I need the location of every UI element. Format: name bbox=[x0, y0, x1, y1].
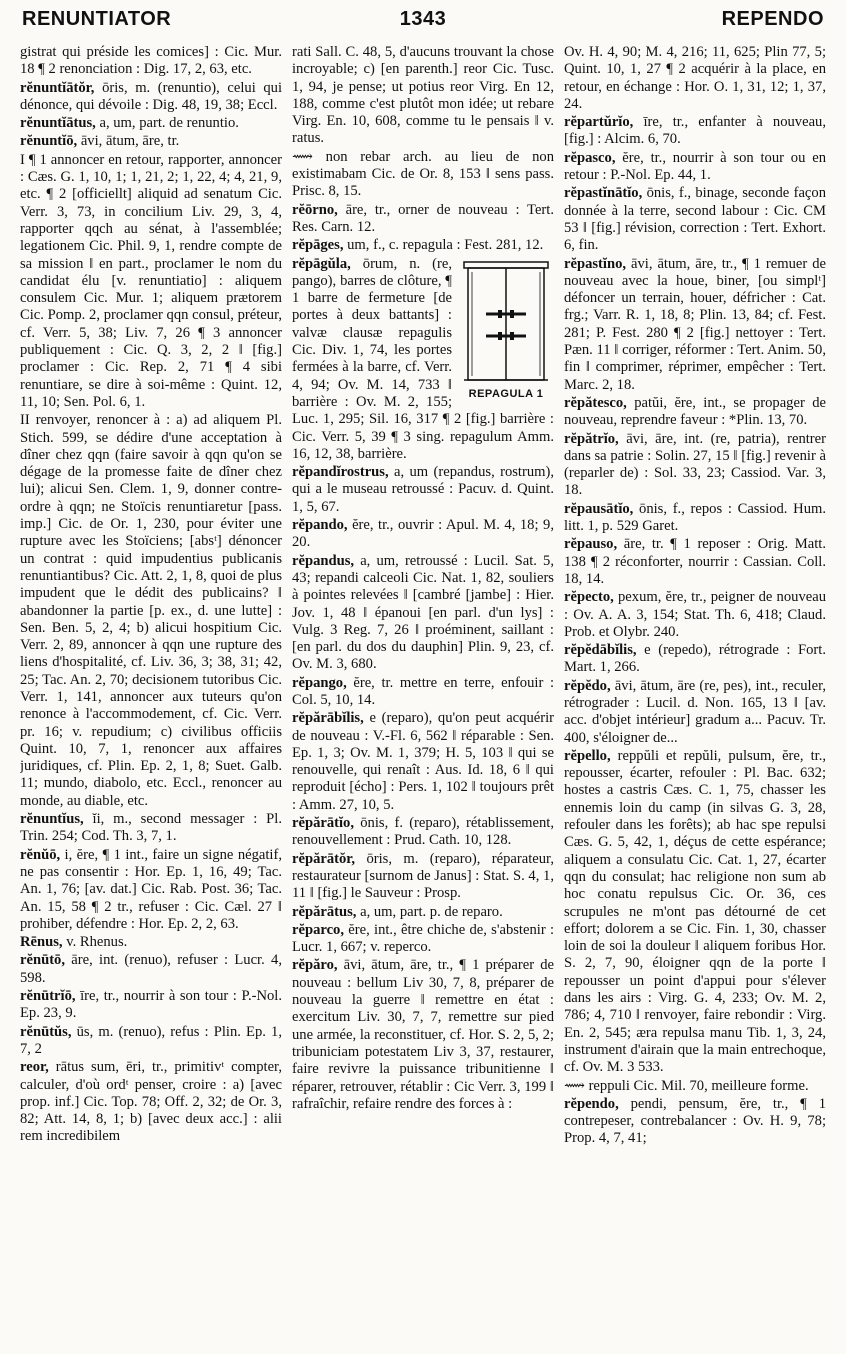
dictionary-entry bbox=[292, 464, 554, 516]
dictionary-entry bbox=[20, 412, 282, 810]
entry-text: ōnis, f., binage, seconde façon donnée à la terre, second labour : Cic. CM 53 ǁ [fig.] révision, correction : Tert. Exhort. 6, fin. bbox=[564, 185, 826, 254]
running-head bbox=[22, 8, 824, 38]
headword: rĕnŭō, bbox=[20, 846, 61, 863]
entry-text: āre, int. (renuo), refuser : Lucr. 4, 598. bbox=[20, 952, 282, 986]
dictionary-entry bbox=[20, 133, 282, 150]
entry-text: ĕre, tr., nourrir à son tour ou en retour : P.-Nol. Ep. 44, 1. bbox=[564, 149, 826, 184]
dictionary-entry bbox=[564, 748, 826, 1077]
dictionary-entry bbox=[292, 553, 554, 674]
dictionary-entry bbox=[564, 44, 826, 113]
dictionary-entry bbox=[20, 847, 282, 933]
headword: rĕpango, bbox=[292, 674, 347, 691]
headword: rĕpastĭnātĭo, bbox=[564, 185, 643, 202]
entry-text: ⟿ reppuli Cic. Mil. 70, meilleure forme. bbox=[564, 1077, 809, 1094]
entry-text: rati Sall. C. 48, 5, d'aucuns trouvant la chose incroyable; c) [en parenth.] reor Cic. Tusc. 1, 94, je pense; ut potius reor Virg. En 12, 188, comme c'est plutôt mon idée; ut rebare Virg. En. 10, 608, comme tu le pensais ǁ v. ratus. bbox=[292, 44, 554, 147]
dictionary-entry bbox=[292, 256, 554, 464]
headword: rĕpausātĭo, bbox=[564, 500, 634, 517]
headword: reor, bbox=[20, 1059, 49, 1076]
headword: rĕpastĭno, bbox=[564, 255, 627, 272]
headword: rĕpĕdābĭlis, bbox=[564, 642, 637, 659]
headword: rĕnūtrĭō, bbox=[20, 988, 76, 1005]
dictionary-entry bbox=[564, 256, 826, 394]
dictionary-entry bbox=[564, 1096, 826, 1148]
headword: rĕpāges, bbox=[292, 237, 344, 254]
entry-text: āvi, ātum, āre (re, pes), int., reculer, rétrograder : Lucil. d. Non. 165, 13 ǁ [av. acc. d'objet intérieur] gradum a... Pacuv. Tr. 400, s'éloigner de... bbox=[564, 677, 826, 746]
dictionary-entry bbox=[20, 44, 282, 79]
entry-text: a, um, retroussé : Lucil. Sat. 5, 43; repandi calceoli Cic. Nat. 1, 82, souliers à pointes relevées ǁ [cambré [jambe] : Hier. Jov. 1, 48 ǁ épanoui [en parl. d'un lys] : Vulg. 3 Reg. 7, 26 ǁ proéminent, saillant : [en parl. du dos du dauphin] Plin. 9, 23, cf. Ov. M. 3, 680. bbox=[292, 552, 554, 673]
headword: rĕpăro, bbox=[292, 957, 338, 974]
headword: rĕpendo, bbox=[564, 1095, 619, 1112]
headword: rĕnuntĭātŏr, bbox=[20, 79, 95, 96]
column-1 bbox=[20, 44, 282, 1344]
dictionary-entry bbox=[20, 80, 282, 115]
headword: rĕpătrĭo, bbox=[564, 430, 619, 447]
entry-text: ōnis, f., repos : Cassiod. Hum. litt. 1, p. 529 Garet. bbox=[564, 500, 826, 535]
headword: rĕpello, bbox=[564, 747, 611, 764]
dictionary-entry bbox=[20, 1024, 282, 1059]
entry-text: patŭi, ĕre, int., se propager de nouveau, reprendre faveur : *Plin. 13, 70. bbox=[564, 394, 826, 429]
dictionary-entry bbox=[292, 517, 554, 552]
entry-text: ōrum, n. (re, pango), barres de clôture, ¶ 1 barre de fermeture [de portes à deux battants] : valvæ clausæ repagulis Cic. Div. 1, 74, les portes fermées à la barre, cf. Verr. 4, 94; Ov. M. 14, 733 ǁ barrière : Ov. M. 2, 155; Luc. 1, 295; Sil. 16, 317 ¶ 2 [fig.] barrière : Cic. Verr. 5, 39 ¶ 3 sing. repagulum Amm. 16, 12, 38, barrière. bbox=[292, 255, 554, 462]
entry-text: āvi, ātum, āre, tr. bbox=[77, 133, 180, 150]
entry-text: ĭi, m., second messager : Pl. Trin. 254; Cod. Th. 3, 7, 1. bbox=[20, 811, 282, 845]
dictionary-entry bbox=[564, 114, 826, 149]
headword: rĕpărātĭo, bbox=[292, 815, 355, 832]
entry-text: a, um, part. de renuntio. bbox=[95, 115, 239, 132]
entry-text: ĕre, tr., ouvrir : Apul. M. 4, 18; 9, 20. bbox=[292, 517, 554, 551]
dictionary-entry bbox=[564, 589, 826, 641]
dictionary-entry bbox=[564, 678, 826, 747]
entry-text: e (repedo), rétrograde : Fort. Mart. 1, 266. bbox=[564, 642, 826, 676]
entry-text: Ov. H. 4, 90; M. 4, 216; 11, 625; Plin 77, 5; Quint. 10, 1, 27 ¶ 2 acquérir à la place, en retour, en échange : Hor. O. 1, 31, 12; 1, 37, 24. bbox=[564, 44, 826, 112]
column-2 bbox=[292, 44, 554, 1344]
headword: rĕpărātŏr, bbox=[292, 850, 356, 867]
repagula-illustration bbox=[458, 258, 554, 403]
figure-caption: REPAGULA 1 bbox=[468, 387, 544, 400]
dictionary-entry bbox=[20, 811, 282, 846]
entry-text: e (reparo), qu'on peut acquérir de nouveau : V.-Fl. 6, 562 ǁ réparable : Sen. Ep. 1, 3; Ov. M. 1, 379; H. 5, 103 ǁ qui se renouvelle, qui renaît : Aus. Id. 18, 6 ǁ qui reproduit [écho] : Pers. 1, 102 ǁ toujours prêt : Amm. 27, 10, 5. bbox=[292, 710, 554, 813]
dictionary-entry bbox=[292, 815, 554, 850]
dictionary-entry bbox=[292, 710, 554, 814]
dictionary-entry bbox=[292, 44, 554, 148]
column-3 bbox=[564, 44, 826, 1344]
dictionary-entry bbox=[564, 395, 826, 430]
entry-text: II renvoyer, renoncer à : a) ad aliquem Pl. Stich. 599, se dédire d'une acceptation à dîner chez qqn (faire savoir à qqn qu'on se dégage de la promesse faite de dîner chez lui); alicui Sen. Clem. 1, 9, donner contre-ordre à qqn; ne Stoïcis renuntiaretur [pass. imp.] Cic. de Or. 1, 230, pour éviter une rupture avec les Stoïciens; [absᵗ] dénoncer un contrat : quid impudentius publicanis renuntiantibus? Cic. Att. 2, 1, 8, quoi de plus impudent que le dédit des publicains? ǁ abandonner la partie [p. ex., d. une lutte] : Sen. Ben. 5, 2, 4; b) alicui hospitium Cic. Verr. 2, 89, annoncer à qqn une rupture des liens d'hospitalité, cf. Liv. 36, 3; 38, 31; 42, 25; Tac. An. 2, 70; decisionem tutoribus Cic. Verr. 1, 141, annoncer aux tuteurs qu'on renonce à l'accommodement, cf. Cic. Verr. pr. 16; v. repudium; c) civilibus officiis Quint. 10, 7, 1, renoncer aux affaires juridiques, cf. Plin. Ep. 2, 1, 8; Suet. Galb. 11; mundo, diabolo, etc. Eccl., renoncer au monde, au diable, etc. bbox=[20, 412, 282, 809]
headword: rĕpandĭrostrus, bbox=[292, 464, 389, 481]
text-columns bbox=[20, 44, 826, 1344]
entry-text: īre, tr., enfanter à nouveau, [fig.] : Alcim. 6, 70. bbox=[564, 114, 826, 148]
dictionary-entry bbox=[20, 152, 282, 411]
headword: rĕpătesco, bbox=[564, 394, 627, 411]
entry-text: ĕre, tr. mettre en terre, enfouir : Col. 5, 10, 14. bbox=[292, 674, 554, 708]
dictionary-entry bbox=[292, 675, 554, 710]
entry-text: rātus sum, ēri, tr., primitivᵗ compter, calculer, d'où ordᵗ penser, croire : a) [avec prop. inf.] Cic. Top. 78; Off. 2, 32; de Or. 3, 82; Att. 14, 8, 1; b) [avec deux acc.] : alii rem incredibilem bbox=[20, 1059, 282, 1145]
headword: rĕpauso, bbox=[564, 536, 618, 553]
entry-text: āvi, ātum, āre, tr., ¶ 1 préparer de nouveau : bellum Liv 30, 7, 8, préparer de nouveau la guerre ǁ remettre en état : exercitum Liv. 30, 7, 7, remettre sur pied une armée, la reconstituer, cf. Hor. S. 2, 5, 2; tribuniciam potestatem Liv 3, 37, restaurer, faire revivre la puissance tribunitienne ǁ réparer, retrouver, rétablir : Cic Verr. 3, 199 ǁ rafraîchir, refaire rendre des forces à : bbox=[292, 957, 554, 1112]
dictionary-entry bbox=[564, 642, 826, 677]
dictionary-entry bbox=[564, 501, 826, 536]
headword: rĕpandus, bbox=[292, 552, 355, 569]
headword: rĕnuntĭus, bbox=[20, 811, 84, 828]
page-number: 1343 bbox=[399, 8, 447, 30]
entry-text: v. Rhenus. bbox=[62, 934, 128, 951]
dictionary-entry bbox=[564, 431, 826, 500]
headword: rĕpărābĭlis, bbox=[292, 710, 364, 727]
entry-text: āvi, ātum, āre, tr., ¶ 1 remuer de nouveau avec la houe, biner, [ou simplᵗ] défoncer un terrain, houer, défricher : Cat. frg.; Varr. R. 1, 18, 8; Plin. 13, 84; cf. Fest. 281; P. Fest. 280 ¶ 2 [fig.] nettoyer : Tert. Pæn. 11 ǁ corriger, réformer : Tert. Anim. 50, fin ǁ comprimer, réprimer, empêcher : Tert. Marc. 2, 18. bbox=[564, 255, 826, 393]
entry-text: pexum, ĕre, tr., peigner de nouveau : Ov. A. A. 3, 154; Stat. Th. 6, 418; Claud. Prob. et Olybr. 240. bbox=[564, 589, 826, 640]
headword: rĕnūtŭs, bbox=[20, 1023, 72, 1040]
headword: rĕnuntĭō, bbox=[20, 133, 78, 150]
dictionary-entry bbox=[292, 237, 554, 254]
headword: rĕpāgŭla, bbox=[292, 255, 351, 272]
dictionary-entry bbox=[20, 934, 282, 951]
dictionary-entry bbox=[564, 536, 826, 588]
running-head-first-word: RENUNTIATOR bbox=[22, 8, 172, 30]
entry-text: āre, tr., orner de nouveau : Tert. Res. Carn. 12. bbox=[292, 201, 554, 235]
dictionary-entry bbox=[20, 1059, 282, 1145]
entry-text: ōris, m. (reparo), réparateur, restaurateur [surnom de Janus] : Stat. S. 4, 1, 11 ǁ [fig.] le Sauveur : Prosp. bbox=[292, 850, 554, 902]
dictionary-entry bbox=[20, 988, 282, 1023]
entry-text: īre, tr., nourrir à son tour : P.-Nol. Ep. 23, 9. bbox=[20, 988, 282, 1022]
entry-text: āre, tr. ¶ 1 reposer : Orig. Matt. 138 ¶ 2 réconforter, nourrir : Cassian. Coll. 18, 14. bbox=[564, 536, 826, 587]
headword: rĕpărātus, bbox=[292, 903, 357, 920]
dictionary-entry bbox=[20, 115, 282, 132]
headword: Rēnus, bbox=[20, 934, 63, 951]
door-bar-drawing bbox=[460, 258, 552, 386]
entry-text: reppŭli et repŭli, pulsum, ĕre, tr., repousser, écarter, refouler : Pl. Bac. 632; hostes a castris Cæs. C. 1, 75, chasser les ennemis loin du camp (in silvas G. 3, 28, refouler dans les forêts); ab hac spe repulsi Cæs. G. 5, 42, 1, déçus de cette espérance; aliquem a consulatu Cic. Cat. 1, 27, écarter qqn du consulat; hac religione non sum ab hoc conatu repulsus Cic. Or. 36, ces scrupules ne m'ont pas détourné de cet effort; dolorem a se Cic. Fin. 1, 30, chasser loin de soi la douleur ǁ aliquem foribus Hor. S. 2, 7, 90, éloigner qqn de la porte ǁ repousser un point d'appui pour s'élever dans les airs : Virg. G. 4, 233; Ov. M. 2, 786; 4, 710 ǁ renvoyer, faire rebondir : Virg. En. 2, 545; æra repulsa manu Tib. 1, 3, 24, instrument d'airain que la main entrechoque, cf. Ov. M. 3 533. bbox=[564, 747, 826, 1076]
dictionary-entry bbox=[292, 922, 554, 957]
headword: rĕnūtō, bbox=[20, 952, 65, 969]
headword: rĕpecto, bbox=[564, 589, 614, 606]
entry-text: āvi, āre, int. (re, patria), rentrer dans sa patrie : Solin. 27, 15 ǁ [fig.] revenir à (reparler de) : Sol. 33, 23; Cassiod. Var. 3, 18. bbox=[564, 430, 826, 499]
dictionary-entry bbox=[564, 150, 826, 185]
headword: rĕpartŭrĭo, bbox=[564, 114, 634, 131]
entry-text: a, um, part. p. de reparo. bbox=[356, 903, 503, 920]
entry-text: ōnis, f. (reparo), rétablissement, renouvellement : Prud. Cath. 10, 128. bbox=[292, 815, 554, 849]
entry-text: i, ĕre, ¶ 1 int., faire un signe négatif, ne pas consentir : Hor. Ep. 1, 16, 49; Tac. An. 1, 76; [av. dat.] Cic. Rab. Post. 36; Tac. An. 15, 58 ¶ 2 tr., refuser : Cic. Cæl. 27 ǁ prohiber, défendre : Hor. Ep. 2, 2, 63. bbox=[20, 846, 282, 932]
headword: rĕnuntĭātus, bbox=[20, 115, 96, 132]
dictionary-entry bbox=[292, 149, 554, 201]
dictionary-entry bbox=[564, 185, 826, 254]
headword: rĕōrno, bbox=[292, 201, 338, 218]
entry-text: ōris, m. (renuntio), celui qui dénonce, qui dévoile : Dig. 48, 19, 38; Eccl. bbox=[20, 79, 282, 113]
dictionary-entry bbox=[20, 952, 282, 987]
headword: rĕparco, bbox=[292, 921, 345, 938]
headword: rĕpando, bbox=[292, 517, 348, 534]
dictionary-entry bbox=[292, 957, 554, 1113]
entry-text: ūs, m. (renuo), refus : Plin. Ep. 1, 7, 2 bbox=[20, 1023, 282, 1057]
entry-text: um, f., c. repagula : Fest. 281, 12. bbox=[343, 237, 544, 254]
entry-text: ⟿ non rebar arch. au lieu de non existimabam Cic. de Or. 8, 153 ǁ sens pass. Prisc. 8, 15. bbox=[292, 148, 554, 200]
dictionary-entry bbox=[292, 904, 554, 921]
entry-text: ĕre, int., être chiche de, s'abstenir : Lucr. 1, 667; v. reperco. bbox=[292, 921, 554, 956]
dictionary-entry bbox=[292, 851, 554, 903]
entry-text: gistrat qui préside les comices] : Cic. Mur. 18 ¶ 2 renonciation : Dig. 17, 2, 63, etc. bbox=[20, 44, 282, 78]
headword: rĕpĕdo, bbox=[564, 677, 611, 694]
dictionary-entry bbox=[564, 1078, 826, 1095]
entry-text: a, um (repandus, rostrum), qui a le museau retroussé : Pacuv. d. Quint. 1, 5, 67. bbox=[292, 464, 554, 515]
running-head-last-word: REPENDO bbox=[721, 8, 824, 30]
dictionary-entry bbox=[292, 202, 554, 237]
entry-text: pendi, pensum, ĕre, tr., ¶ 1 contrepeser, contrebalancer : Ov. H. 9, 78; Prop. 4, 7, 41; bbox=[564, 1095, 826, 1147]
headword: rĕpasco, bbox=[564, 149, 616, 166]
entry-text: I ¶ 1 annoncer en retour, rapporter, annoncer : Cæs. G. 1, 10, 1; 1, 21, 2; 1, 22, 4; 4, 21, 9, etc. ¶ 2 [officiellt] aliquid ad senatum Cic. Verr. 3, 73, in concilium Liv. 29, 3, 4, rapporter qqch au sénat, à l'assemblée; legationem Cic. Phil. 9, 1, rendre compte de sa mission ǁ en part., proclamer le nom du candidat élu [v. renuntiatio] : aliquem consulem Cic. Mur. 1; aliquem prætorem Cic. Pomp. 2, proclamer qqn consul, préteur, cf. Verr. 5, 38; Liv. 7, 26 ¶ 3 annoncer publiquement : Cic. Q. 3, 2, 2 ǁ [fig.] proclamer : Cic. Rep. 2, 71 ¶ 4 sibi renuntiare, se dire à soi-même : Quint. 12, 11, 10; Sen. Pol. 6, 1. bbox=[20, 151, 282, 410]
